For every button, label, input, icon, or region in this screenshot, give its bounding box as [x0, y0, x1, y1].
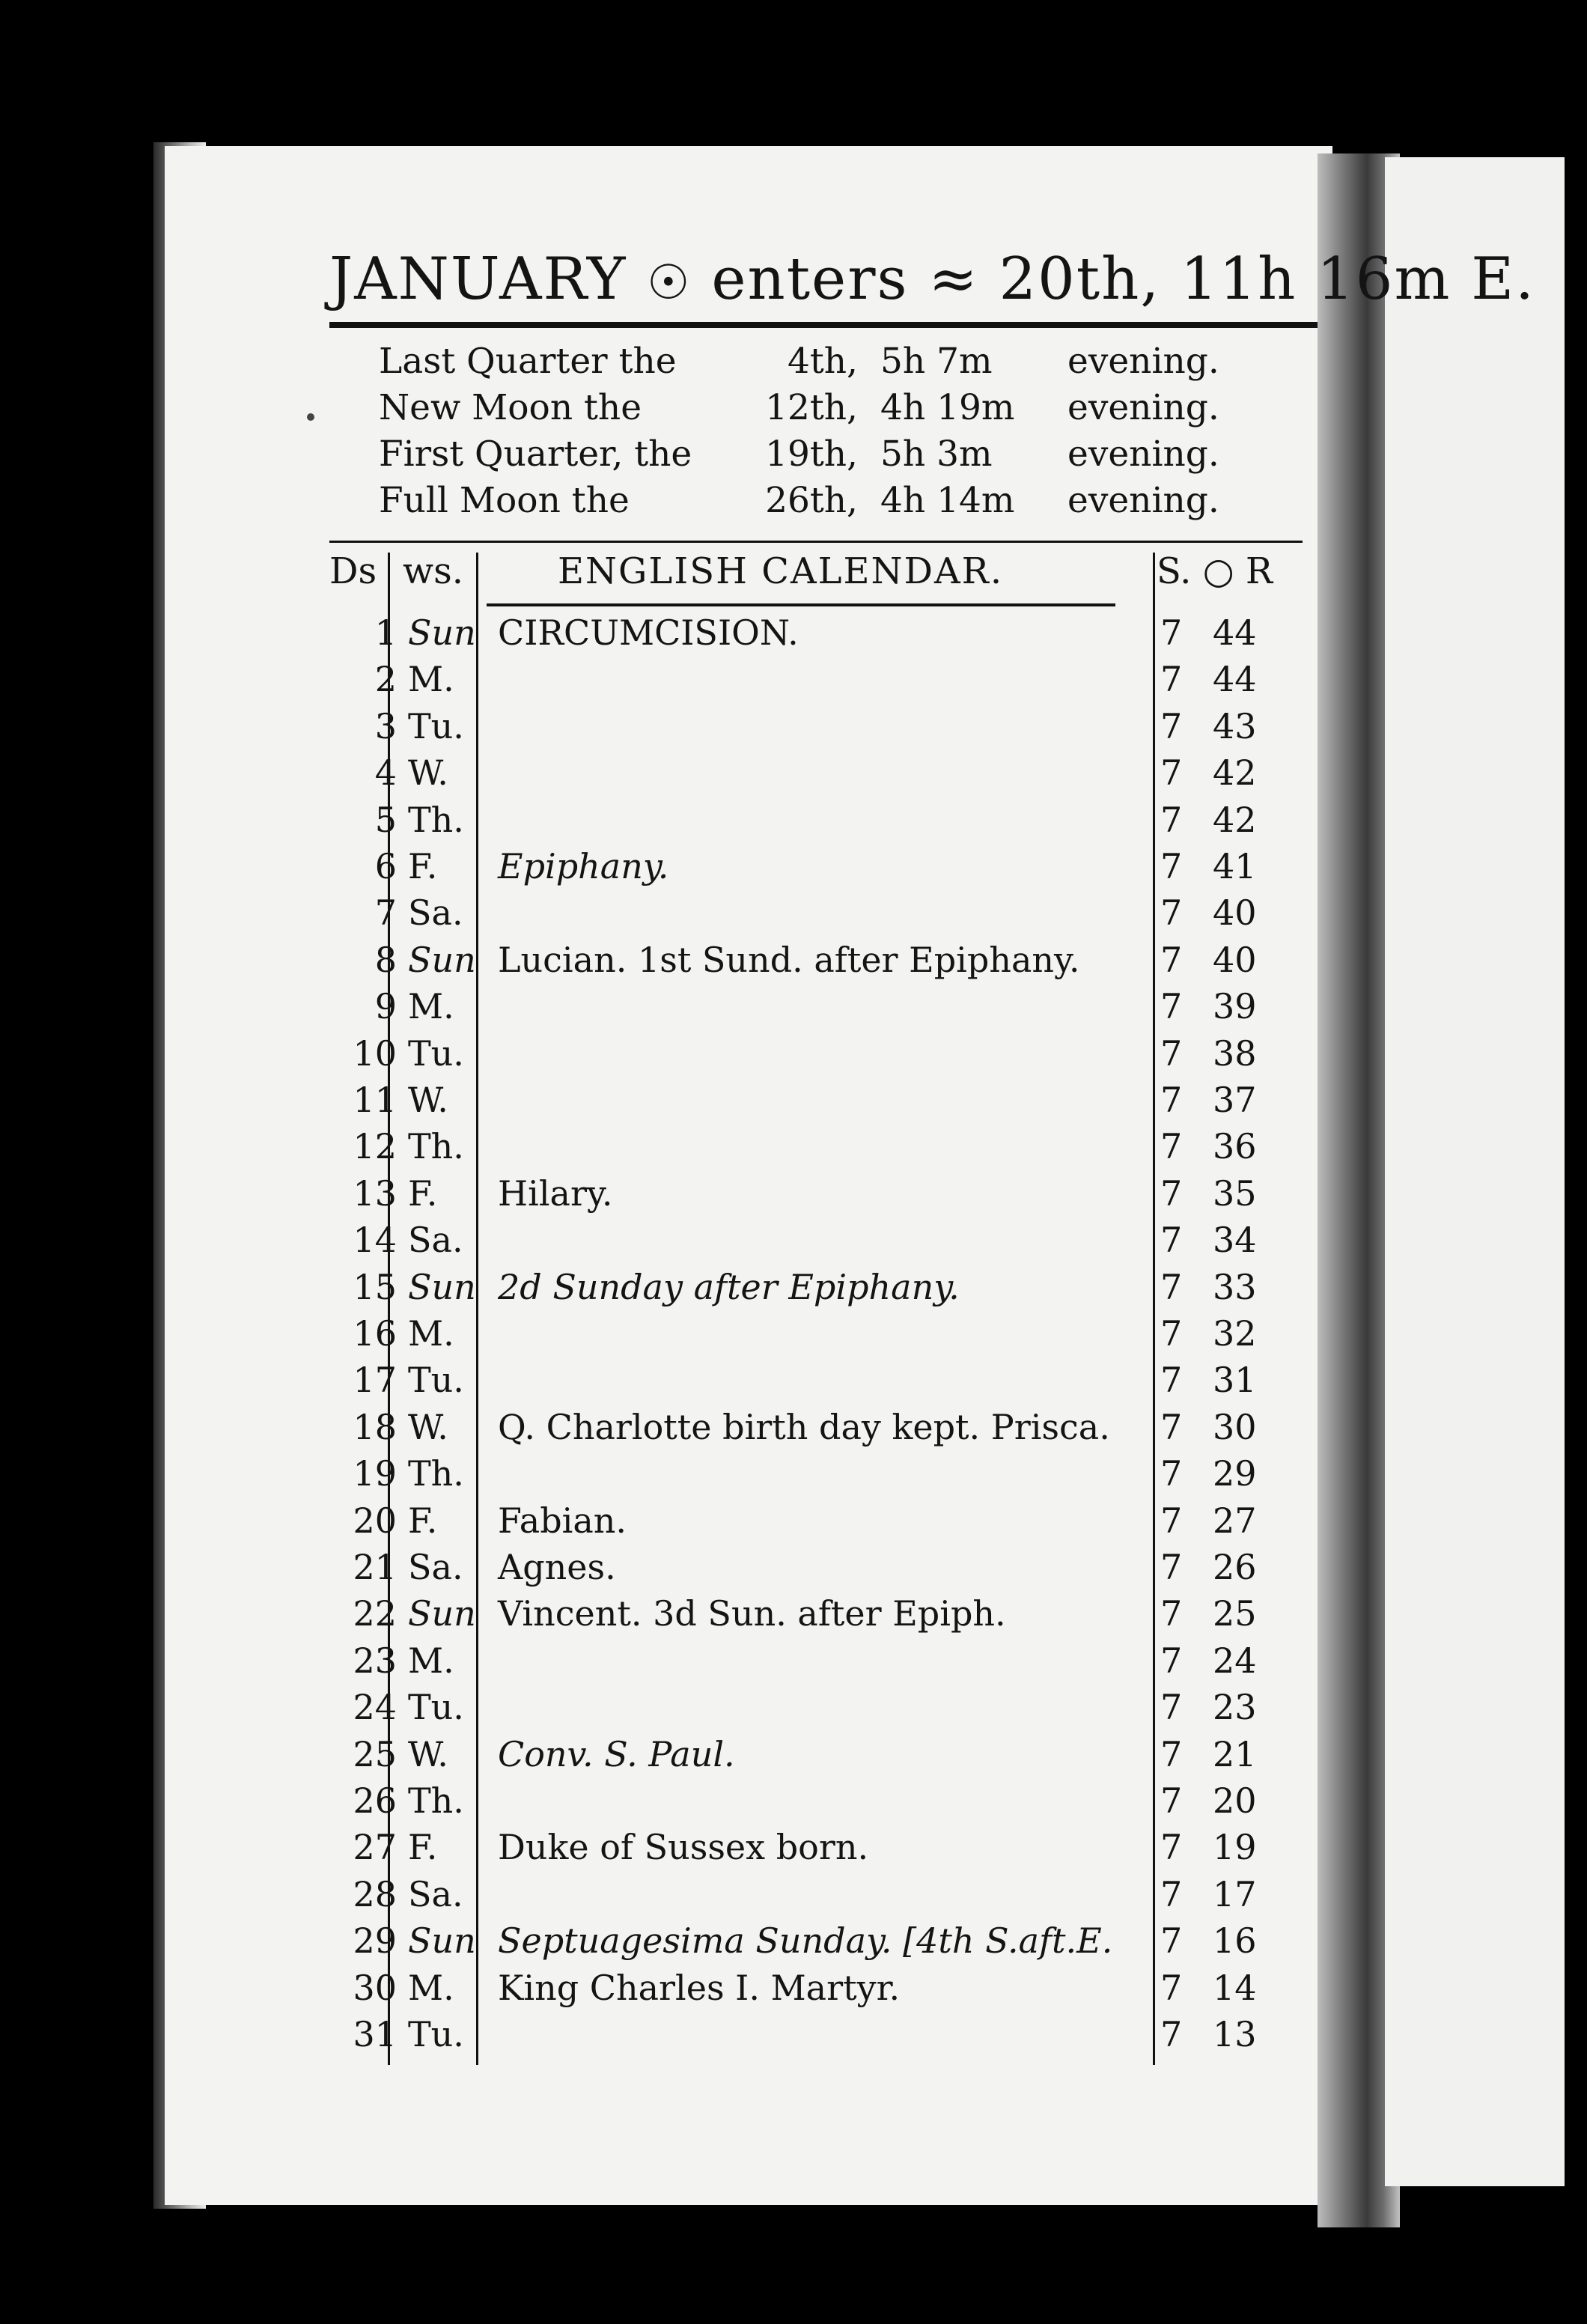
sunrise-minute: 29 [1213, 1453, 1257, 1494]
phase-name: New Moon the [379, 387, 642, 428]
weekday: Th. [408, 799, 464, 840]
sunrise-hour: 7 [1160, 1500, 1183, 1541]
sunrise-minute: 44 [1213, 659, 1257, 700]
sunrise-hour: 7 [1160, 1313, 1183, 1354]
sunrise-minute: 16 [1213, 1920, 1257, 1962]
sunrise-minute: 26 [1213, 1547, 1257, 1587]
day-number: 19 [353, 1453, 397, 1494]
sunrise-minute: 23 [1213, 1687, 1257, 1728]
sunrise-hour: 7 [1160, 986, 1183, 1027]
day-number: 2 [374, 659, 397, 700]
event: Lucian. 1st Sund. after Epiphany. [498, 939, 1080, 980]
phase-row [379, 431, 1262, 478]
sunrise-minute: 39 [1213, 986, 1257, 1027]
sunrise-hour: 7 [1160, 939, 1183, 980]
sunrise-minute: 33 [1213, 1266, 1257, 1307]
day-number: 27 [353, 1827, 397, 1868]
day-number: 12 [353, 1126, 397, 1167]
phase-name: First Quarter, the [379, 434, 692, 475]
event: Conv. S. Paul. [498, 1733, 735, 1774]
weekday: Tu. [408, 1687, 464, 1728]
phase-time: 4h 19m [880, 387, 1015, 428]
event: 2d Sunday after Epiphany. [498, 1266, 960, 1307]
phase-note: evening. [1067, 387, 1219, 428]
sunrise-minute: 42 [1213, 752, 1257, 794]
weekday: W. [408, 1406, 448, 1447]
day-number: 1 [374, 612, 397, 653]
divider-week-event [476, 553, 478, 2065]
day-number: 9 [374, 986, 397, 1027]
event: Duke of Sussex born. [498, 1827, 869, 1868]
weekday: M. [408, 1640, 454, 1681]
weekday: Sun [408, 1266, 476, 1307]
col-head-sun-rise: S. ○ R [1157, 550, 1273, 592]
day-number: 23 [353, 1640, 397, 1681]
sunrise-minute: 34 [1213, 1220, 1257, 1261]
sunrise-hour: 7 [1160, 705, 1183, 746]
day-number: 14 [353, 1220, 397, 1261]
event: Vincent. 3d Sun. after Epiph. [498, 1593, 1006, 1634]
sunrise-minute: 42 [1213, 799, 1257, 840]
sun-symbol-icon: ☉ [647, 255, 692, 311]
event: Septuagesima Sunday. [4th S.aft.E. [498, 1920, 1113, 1962]
moon-phases [379, 338, 1262, 524]
phase-row [379, 338, 1262, 385]
day-number: 5 [374, 799, 397, 840]
sunrise-hour: 7 [1160, 1032, 1183, 1074]
col-head-calendar: ENGLISH CALENDAR. [558, 550, 1004, 592]
sunrise-hour: 7 [1160, 1593, 1183, 1634]
sunrise-hour: 7 [1160, 1687, 1183, 1728]
weekday: Tu. [408, 1032, 464, 1074]
sunrise-minute: 19 [1213, 1827, 1257, 1868]
sunrise-minute: 13 [1213, 2014, 1257, 2054]
day-number: 30 [353, 1967, 397, 2008]
sunrise-hour: 7 [1160, 1827, 1183, 1868]
weekday: M. [408, 1313, 454, 1354]
weekday: Th. [408, 1126, 464, 1167]
weekday: Sa. [408, 892, 463, 934]
sunrise-hour: 7 [1160, 1873, 1183, 1914]
phase-time: 5h 3m [880, 434, 993, 475]
weekday: Sun [408, 1593, 476, 1634]
sunrise-hour: 7 [1160, 1453, 1183, 1494]
ink-spot [307, 413, 314, 421]
day-number: 29 [353, 1920, 397, 1962]
phase-time: 4h 14m [880, 480, 1015, 521]
month-title: JANUARY [329, 246, 627, 313]
day-number: 18 [353, 1406, 397, 1447]
phase-row [379, 385, 1262, 431]
sunrise-hour: 7 [1160, 1406, 1183, 1447]
sunrise-minute: 21 [1213, 1733, 1257, 1774]
weekday: W. [408, 1733, 448, 1774]
ingress-date: 20th, 11h 16m E. [999, 246, 1535, 313]
phase-day: 26th, [765, 480, 858, 521]
sunrise-minute: 36 [1213, 1126, 1257, 1167]
day-number: 3 [374, 705, 397, 746]
sunrise-hour: 7 [1160, 1220, 1183, 1261]
sunrise-hour: 7 [1160, 1172, 1183, 1214]
sunrise-minute: 32 [1213, 1313, 1257, 1354]
day-number: 11 [353, 1080, 397, 1120]
weekday: Tu. [408, 1360, 464, 1401]
sunrise-hour: 7 [1160, 1920, 1183, 1962]
sunrise-minute: 30 [1213, 1406, 1257, 1447]
weekday: F. [408, 1827, 438, 1868]
sunrise-hour: 7 [1160, 1360, 1183, 1401]
weekday: Tu. [408, 705, 464, 746]
sunrise-minute: 40 [1213, 892, 1257, 934]
sunrise-hour: 7 [1160, 846, 1183, 886]
sunrise-hour: 7 [1160, 2014, 1183, 2054]
sunrise-hour: 7 [1160, 659, 1183, 700]
enters-text: enters [711, 246, 909, 313]
sunrise-hour: 7 [1160, 1967, 1183, 2008]
sunrise-minute: 27 [1213, 1500, 1257, 1541]
sunrise-hour: 7 [1160, 1266, 1183, 1307]
sunrise-minute: 37 [1213, 1080, 1257, 1120]
sunrise-minute: 35 [1213, 1172, 1257, 1214]
sunrise-minute: 41 [1213, 846, 1257, 886]
sunrise-minute: 31 [1213, 1360, 1257, 1401]
weekday: Sun [408, 1920, 476, 1962]
phase-day: 12th, [765, 387, 858, 428]
phases-rule [329, 541, 1303, 543]
sunrise-minute: 38 [1213, 1032, 1257, 1074]
weekday: W. [408, 1080, 448, 1120]
weekday: W. [408, 752, 448, 794]
day-number: 6 [374, 846, 397, 886]
event: CIRCUMCISION. [498, 612, 799, 653]
weekday: F. [408, 1500, 438, 1541]
sunrise-minute: 17 [1213, 1873, 1257, 1914]
phase-name: Last Quarter the [379, 341, 677, 382]
weekday: M. [408, 1967, 454, 2008]
weekday: Th. [408, 1453, 464, 1494]
day-number: 22 [353, 1593, 397, 1634]
day-number: 7 [374, 892, 397, 934]
weekday: Th. [408, 1780, 464, 1821]
day-number: 15 [353, 1266, 397, 1307]
weekday: Sa. [408, 1220, 463, 1261]
sunrise-hour: 7 [1160, 1640, 1183, 1681]
phase-day: 4th, [788, 341, 858, 382]
weekday: M. [408, 986, 454, 1027]
divider-event-sun [1153, 553, 1155, 2065]
day-number: 20 [353, 1500, 397, 1541]
sunrise-hour: 7 [1160, 1733, 1183, 1774]
aquarius-symbol-icon: ≈ [928, 246, 979, 313]
facing-page [1385, 157, 1565, 2186]
sunrise-minute: 25 [1213, 1593, 1257, 1634]
sunrise-hour: 7 [1160, 1126, 1183, 1167]
day-number: 13 [353, 1172, 397, 1214]
weekday: F. [408, 846, 438, 886]
header-rule [329, 322, 1318, 328]
phase-day: 19th, [765, 434, 858, 475]
phase-name: Full Moon the [379, 480, 630, 521]
phase-note: evening. [1067, 480, 1219, 521]
weekday: Tu. [408, 2014, 464, 2054]
day-number: 31 [353, 2014, 397, 2054]
sunrise-hour: 7 [1160, 1780, 1183, 1821]
day-number: 24 [353, 1687, 397, 1728]
sunrise-minute: 43 [1213, 705, 1257, 746]
weekday: Sun [408, 939, 476, 980]
sunrise-hour: 7 [1160, 892, 1183, 934]
day-number: 4 [374, 752, 397, 794]
event: Fabian. [498, 1500, 627, 1541]
day-number: 25 [353, 1733, 397, 1774]
day-number: 8 [374, 939, 397, 980]
event: Agnes. [498, 1547, 616, 1587]
weekday: Sa. [408, 1873, 463, 1914]
sunrise-hour: 7 [1160, 752, 1183, 794]
day-number: 17 [353, 1360, 397, 1401]
weekday: Sa. [408, 1547, 463, 1587]
sunrise-minute: 24 [1213, 1640, 1257, 1681]
sunrise-hour: 7 [1160, 612, 1183, 653]
day-number: 10 [353, 1032, 397, 1074]
weekday: F. [408, 1172, 438, 1214]
event: King Charles I. Martyr. [498, 1967, 901, 2008]
sunrise-hour: 7 [1160, 1547, 1183, 1587]
sunrise-minute: 40 [1213, 939, 1257, 980]
sunrise-minute: 14 [1213, 1967, 1257, 2008]
sunrise-hour: 7 [1160, 1080, 1183, 1120]
day-number: 21 [353, 1547, 397, 1587]
col-head-week: ws. [403, 550, 463, 592]
event: Q. Charlotte birth day kept. Prisca. [498, 1406, 1110, 1447]
month-header [329, 246, 1535, 313]
sunrise-minute: 44 [1213, 612, 1257, 653]
sunrise-hour: 7 [1160, 799, 1183, 840]
phase-time: 5h 7m [880, 341, 993, 382]
sunrise-minute: 20 [1213, 1780, 1257, 1821]
day-number: 16 [353, 1313, 397, 1354]
event: Epiphany. [498, 846, 669, 886]
weekday: M. [408, 659, 454, 700]
day-number: 28 [353, 1873, 397, 1914]
phase-row [379, 478, 1262, 524]
weekday: Sun [408, 612, 476, 653]
phase-note: evening. [1067, 434, 1219, 475]
event: Hilary. [498, 1172, 613, 1214]
day-number: 26 [353, 1780, 397, 1821]
phase-note: evening. [1067, 341, 1219, 382]
calendar-header-rule [487, 603, 1115, 606]
col-head-day: Ds [329, 550, 377, 592]
